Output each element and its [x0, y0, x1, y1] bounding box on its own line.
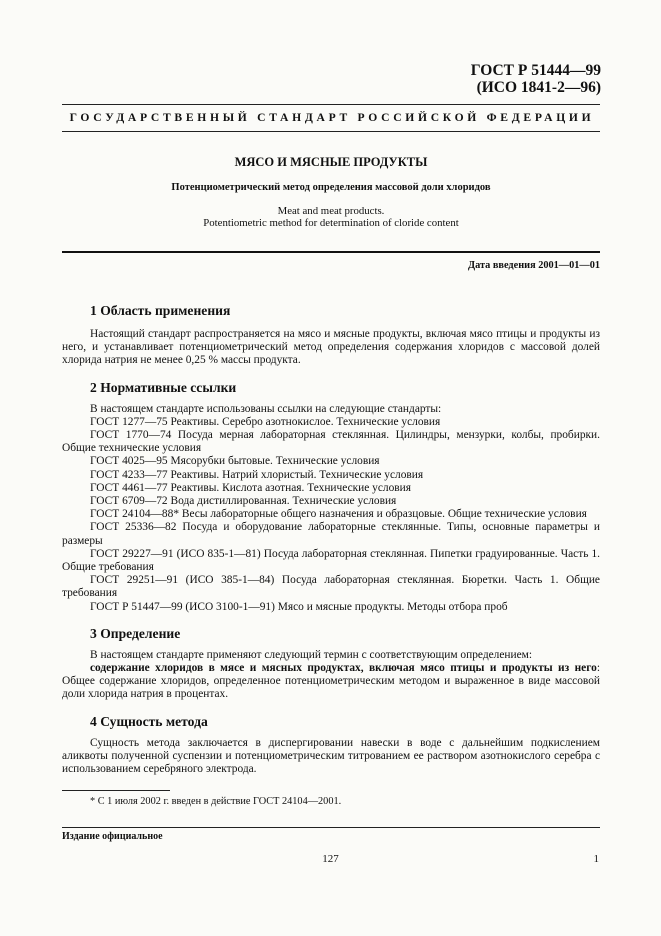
term-definition: : Общее содержание хлоридов, определенное потенциометрическим методом и выраженное в виде массовой доли хлорида натрия в процентах. — [62, 662, 600, 701]
reference-item: ГОСТ 24104—88* Весы лабораторные общего назначения и образцовые. Общие технические условия — [90, 508, 587, 521]
document-body — [62, 303, 600, 776]
page-number-right: 1 — [593, 853, 599, 865]
edition-label: Издание официальное — [62, 831, 163, 842]
standard-number: ГОСТ Р 51444—99 — [470, 62, 601, 79]
section-1-text: Настоящий стандарт распространяется на мясо и мясные продукты, включая мясо птицы и продукты из него, и устанавливает потенциометрический метод определения содержания хлоридов с массовой долей хлорида натрия не менее 0,25 % массы продукта. — [62, 328, 600, 367]
footnote-rule — [62, 790, 170, 791]
english-title-line-1: Meat and meat products. — [277, 205, 385, 217]
standard-number-block — [471, 62, 601, 96]
section-3-definition — [62, 662, 600, 702]
footnote: * С 1 июля 2002 г. введен в действие ГОСТ 24104—2001. — [90, 796, 342, 807]
document-title: МЯСО И МЯСНЫЕ ПРОДУКТЫ — [234, 155, 428, 169]
reference-item: ГОСТ 29227—91 (ИСО 835-1—81) Посуда лабораторная стеклянная. Пипетки градуированные. Часть 1. Общие требования — [62, 547, 600, 574]
state-standard-title: ГОСУДАРСТВЕННЫЙ СТАНДАРТ РОССИЙСКОЙ ФЕДЕРАЦИИ — [69, 111, 595, 124]
reference-item: ГОСТ 1277—75 Реактивы. Серебро азотнокислое. Технические условия — [90, 415, 441, 428]
english-title-line-2: Potentiometric method for determination of cloride content — [203, 217, 459, 229]
defined-term: содержание хлоридов в мясе и мясных продуктах, включая мясо птицы и продукты из него — [90, 662, 597, 675]
page-number-center: 127 — [322, 853, 339, 865]
reference-item: ГОСТ Р 51447—99 (ИСО 3100-1—91) Мясо и мясные продукты. Методы отбора проб — [90, 600, 508, 613]
reference-item: ГОСТ 4461—77 Реактивы. Кислота азотная. Технические условия — [90, 481, 412, 494]
reference-item: ГОСТ 4025—95 Мясорубки бытовые. Технические условия — [90, 455, 380, 468]
section-2-intro: В настоящем стандарте использованы ссылки на следующие стандарты: — [90, 402, 442, 415]
document-subtitle: Потенциометрический метод определения массовой доли хлоридов — [171, 182, 491, 193]
section-4-heading: 4 Сущность метода — [90, 713, 208, 729]
header-rule-top — [62, 104, 600, 105]
section-3-intro: В настоящем стандарте применяют следующий термин с соответствующим определением: — [90, 648, 533, 661]
footer-rule — [62, 827, 600, 828]
reference-item: ГОСТ 6709—72 Вода дистиллированная. Технические условия — [90, 495, 397, 508]
reference-item: ГОСТ 29251—91 (ИСО 385-1—84) Посуда лабораторная стеклянная. Бюретки. Часть 1. Общие требования — [62, 574, 600, 600]
header-rule-bottom — [62, 131, 600, 132]
section-2-heading: 2 Нормативные ссылки — [90, 379, 237, 395]
english-title — [62, 205, 600, 229]
reference-item: ГОСТ 1770—74 Посуда мерная лабораторная стеклянная. Цилиндры, мензурки, колбы, пробирки. Общие технические условия — [62, 429, 600, 455]
section-1-heading: 1 Область применения — [90, 303, 231, 318]
introduction-date: Дата введения 2001—01—01 — [468, 260, 600, 271]
iso-number: (ИСО 1841-2—96) — [476, 79, 601, 96]
section-4-text: Сущность метода заключается в диспергировании навески в воде с дальнейшим подкислением аликвоты полученной суспензии и потенциометрическим титрованием ее раствором азотнокислого серебра с использованием серебряного электрода. — [62, 736, 600, 776]
reference-item: ГОСТ 4233—77 Реактивы. Натрий хлористый. Технические условия — [90, 468, 424, 481]
title-rule — [62, 251, 600, 253]
section-3-heading: 3 Определение — [90, 625, 181, 641]
reference-item: ГОСТ 25336—82 Посуда и оборудование лабораторные стеклянные. Типы, основные параметры и размеры — [62, 521, 600, 547]
